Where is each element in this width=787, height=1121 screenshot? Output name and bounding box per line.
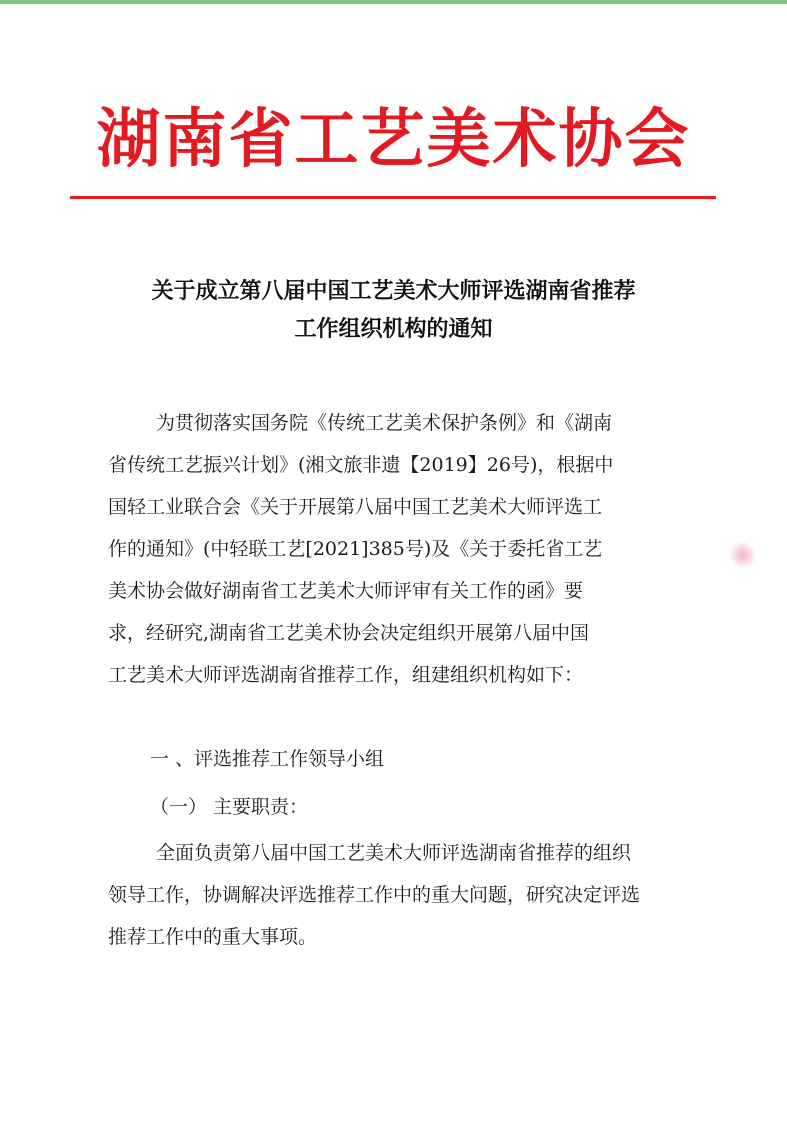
scan-ink-smudge xyxy=(730,540,756,570)
body-line: 推荐工作中的重大事项。 xyxy=(108,926,318,948)
document-title xyxy=(0,272,787,348)
body-line: 作的通知》(中轻联工艺[2021]385号)及《关于委托省工艺 xyxy=(108,538,603,560)
body-line: 领导工作，协调解决评选推荐工作中的重大问题，研究决定评选 xyxy=(108,884,641,906)
body-line: 省传统工艺振兴计划》(湘文旅非遗【2019】26号)，根据中 xyxy=(108,454,614,476)
body-paragraph-1 xyxy=(108,402,684,696)
document-title-line-2: 工作组织机构的通知 xyxy=(294,316,493,342)
body-line: 求，经研究,湖南省工艺美术协会决定组织开展第八届中国 xyxy=(108,622,590,644)
body-paragraph-2 xyxy=(108,832,684,958)
subsection-heading-1: （一） 主要职责： xyxy=(150,796,309,818)
section-heading-1: 一 、评选推荐工作领导小组 xyxy=(150,748,385,770)
body-line: 工艺美术大师评选湖南省推荐工作，组建组织机构如下： xyxy=(108,664,584,686)
letterhead-org-name: 湖南省工艺美术协会 xyxy=(96,103,691,177)
body-line: 全面负责第八届中国工艺美术大师评选湖南省推荐的组织 xyxy=(156,842,632,864)
letterhead-red-rule xyxy=(70,196,716,199)
body-line: 美术协会做好湖南省工艺美术大师评审有关工作的函》要 xyxy=(108,580,584,602)
scan-top-edge xyxy=(0,0,787,4)
document-title-line-1: 关于成立第八届中国工艺美术大师评选湖南省推荐 xyxy=(151,278,636,304)
body-line: 为贯彻落实国务院《传统工艺美术保护条例》和《湖南 xyxy=(156,412,613,434)
body-line: 国轻工业联合会《关于开展第八届中国工艺美术大师评选工 xyxy=(108,496,603,518)
